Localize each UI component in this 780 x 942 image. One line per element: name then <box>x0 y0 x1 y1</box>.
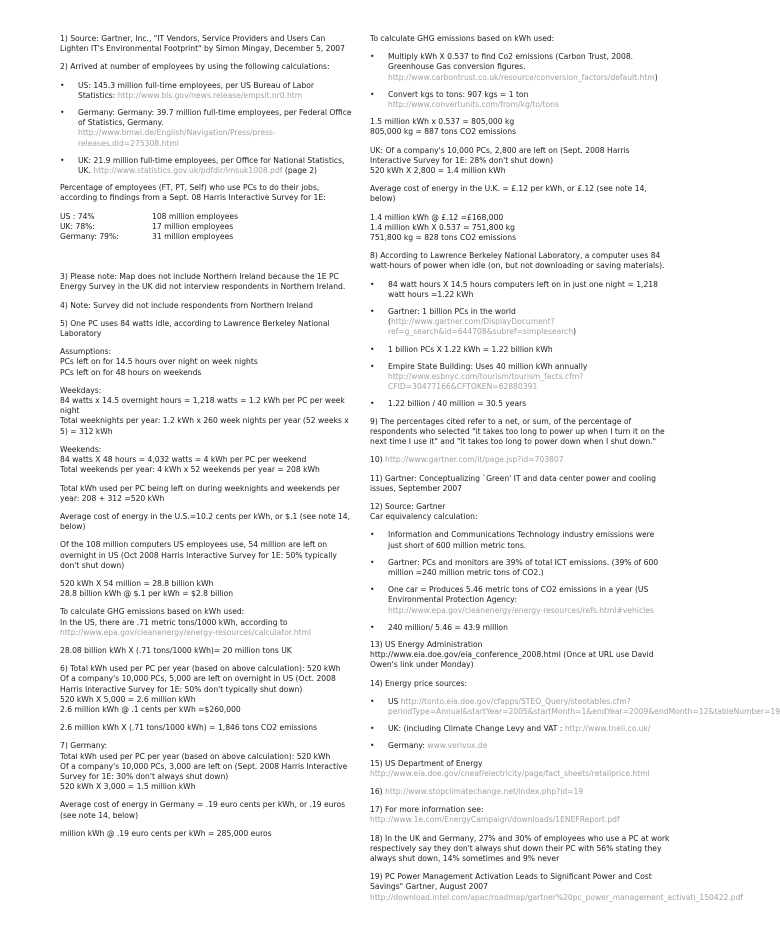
bullet-item <box>370 558 670 578</box>
note-paragraph <box>60 664 352 715</box>
note-paragraph <box>60 579 352 599</box>
bullet-label: Multiply kWh X 0.537 to find Co2 emissions (Carbon Trust, 2008. Greenhouse Gas conversion figures. <box>388 52 634 72</box>
note-line: 14) Energy price sources: <box>370 678 468 688</box>
note-line: Of the 108 million computers US employees use, 54 million are left on overnight in US (Oct 2008 Harris Interactive Survey for 1E: 50% typically don't shut down) <box>60 540 337 570</box>
note-line: PCs left on for 14.5 hours over night on week nights <box>60 357 258 367</box>
spacer <box>60 250 352 272</box>
note-line: Of a company's 10,000 PCs, 3,000 are left on (Sept. 2008 Harris Interactive Survey for 1E: 30% don't always shut down) <box>60 761 348 781</box>
note-line: 805,000 kg = 887 tons CO2 emissions <box>370 127 517 137</box>
bullet-text <box>388 558 670 578</box>
note-line: 9) The percentages cited refer to a net, or sum, of the percentage of respondents who selected "it takes too long to power up when I turn it on the next time I use it" and "it takes too long to power down when I shut down." <box>370 416 665 447</box>
bullet-suffix: ) <box>654 72 658 82</box>
bullet-text <box>78 81 352 101</box>
bullet-item <box>370 345 670 355</box>
note-paragraph <box>370 417 670 448</box>
bullet-item <box>370 399 670 409</box>
note-line: 1.4 million kWh X 0.537 = 751,800 kg <box>370 222 515 232</box>
bullet-icon: • <box>370 279 375 289</box>
note-line: million kWh @ .19 euro cents per kWh = 285,000 euros <box>60 828 272 838</box>
note-line: 520 kWh X 54 million = 28.8 billion kWh <box>60 578 214 588</box>
note-paragraph <box>370 213 670 244</box>
note-line: PCs left on for 48 hours on weekends <box>60 367 202 377</box>
bullet-label: Germany: <box>388 741 428 751</box>
bullet-label: 1 billion PCs X 1.22 kWh = 1.22 billion kWh <box>388 344 553 354</box>
bullet-item <box>370 280 670 300</box>
bullet-item <box>370 724 670 734</box>
bullet-text <box>388 52 670 83</box>
bullet-label: US: 145.3 million full-time employees, per US Bureau of Labor Statistics: <box>78 80 315 100</box>
bullet-label: Gartner: PCs and monitors are 39% of total ICT emissions. (39% of 600 million =240 million metric tons of CO2.) <box>388 557 659 577</box>
note-paragraph <box>370 787 670 797</box>
bullet-icon: • <box>370 724 375 734</box>
note-paragraph <box>60 34 352 54</box>
bullet-icon: • <box>370 399 375 409</box>
note-paragraph <box>60 723 352 733</box>
note-line: 2.6 million kWh X (.71 tons/1000 kWh) = 1,846 tons CO2 emissions <box>60 723 318 733</box>
employees-cell: 108 million employees <box>152 211 239 221</box>
note-paragraph <box>60 646 352 656</box>
bullet-label: Convert kgs to tons: 907 kgs = 1 ton <box>388 89 529 99</box>
employee-table <box>60 212 352 243</box>
bullet-icon: • <box>370 361 375 371</box>
note-line: 84 watts X 48 hours = 4,032 watts = 4 kWh per PC per weekend <box>60 455 307 465</box>
bullet-icon: • <box>60 80 65 90</box>
note-paragraph <box>370 455 670 465</box>
right-column <box>370 34 780 911</box>
bullet-text <box>388 623 670 633</box>
note-line: Average cost of energy in the U.K. = £.12 per kWh, or £.12 (see note 14, below) <box>370 184 647 204</box>
bullet-text <box>388 362 670 393</box>
note-paragraph <box>60 62 352 72</box>
reference-link[interactable]: http://www.eia.doe.gov/cneaf/electricity/page/fact_sheets/retailprice.html <box>370 768 650 778</box>
note-paragraph <box>370 146 670 177</box>
reference-link[interactable]: http://www.bls.gov/news.release/empsit.nr0.htm <box>117 90 303 100</box>
note-line: 6) Total kWh used per PC per year (based on above calculation): 520 kWh <box>60 664 341 674</box>
reference-link[interactable]: http://www.convertunits.com/from/kg/to/tons <box>388 100 559 110</box>
note-paragraph <box>60 607 352 638</box>
note-line: UK: Of a company's 10,000 PCs, 2,800 are left on (Sept. 2008 Harris Interactive Survey for 1E: 28% don't shut down) <box>370 145 630 165</box>
note-paragraph <box>370 502 670 522</box>
bullet-icon: • <box>370 52 375 62</box>
bullet-text <box>388 724 670 734</box>
bullet-label: 1.22 billion / 40 million = 30.5 years <box>388 399 527 409</box>
reference-link[interactable]: http://www.1e.com/EnergyCampaign/downloads/1ENEFReport.pdf <box>370 815 620 825</box>
bullet-item <box>370 696 780 717</box>
bullet-label: Gartner: 1 billion PCs in the world ( <box>388 307 516 327</box>
note-line: 520 kWh X 2,800 = 1.4 million kWh <box>370 166 506 176</box>
bullet-icon: • <box>370 89 375 99</box>
note-line: 8) According to Lawrence Berkeley National Laboratory, a computer uses 84 watt-hours of power when idle (on, but not downloading or saving materials). <box>370 251 665 271</box>
bullet-suffix: (page 2) <box>282 166 318 176</box>
note-line: 11) Gartner: Conceptualizing `Green' IT and data center power and cooling issues, September 2007 <box>370 473 656 493</box>
reference-link[interactable]: http://www.tneii.co.uk/ <box>564 724 651 734</box>
bullet-icon: • <box>370 557 375 567</box>
bullet-label: 240 million/ 5.46 = 43.9 million <box>388 622 508 632</box>
note-line: 12) Source: Gartner <box>370 501 446 511</box>
reference-link[interactable]: http://www.statistics.gov.uk/pdfdir/lmsuk1008.pdf <box>93 166 283 176</box>
note-paragraph <box>370 759 670 779</box>
note-paragraph <box>370 184 670 204</box>
note-line: 10) <box>370 455 386 465</box>
bullet-text <box>388 399 670 409</box>
note-paragraph <box>60 445 352 476</box>
note-line: Total kWh used per PC being left on during weeknights and weekends per year: 208 + 312 =520 kWh <box>60 483 340 503</box>
bullet-text <box>388 530 670 550</box>
bullet-text <box>388 345 670 355</box>
note-line: Car equivalency calculation: <box>370 512 478 522</box>
bullet-text <box>78 108 352 149</box>
note-line: Assumptions: <box>60 347 112 357</box>
note-paragraph <box>60 183 352 203</box>
bullet-item <box>370 530 670 550</box>
bullet-icon: • <box>370 622 375 632</box>
bullet-icon: • <box>60 108 65 118</box>
note-paragraph <box>60 829 352 839</box>
note-line: 19) PC Power Management Activation Leads to Significant Power and Cost Savings" Gartner, August 2007 <box>370 872 652 892</box>
note-line: Total weeknights per year: 1.2 kWh x 260 week nights per year (52 weeks x 5) = 312 kWh <box>60 416 349 436</box>
table-row <box>60 212 352 222</box>
note-line: 751,800 kg = 828 tons CO2 emissions <box>370 233 517 243</box>
note-paragraph <box>60 319 352 339</box>
table-row <box>60 222 352 232</box>
note-line: In the US, there are .71 metric tons/1000 kWh, according to <box>60 617 288 627</box>
note-line: 84 watts x 14.5 overnight hours = 1,218 watts = 1.2 kWh per PC per week night <box>60 396 345 416</box>
note-paragraph <box>60 540 352 571</box>
bullet-text <box>78 156 352 176</box>
bullet-item <box>370 307 670 338</box>
note-paragraph <box>370 834 670 865</box>
employees-cell: 17 million employees <box>152 221 234 231</box>
bullet-label: US <box>388 696 401 706</box>
bullet-icon: • <box>370 530 375 540</box>
note-line: 2) Arrived at number of employees by using the following calculations: <box>60 62 330 72</box>
country-cell: Germany: 79%: <box>60 232 119 242</box>
note-line: Of a company's 10,000 PCs, 5,000 are left on overnight in US (Oct. 2008 Harris Interactive Survey for 1E: 50% don't typically shut down) <box>60 674 336 694</box>
reference-link[interactable]: http://www.gartner.com/it/page.jsp?id=703807 <box>385 455 564 465</box>
bullet-label: Empire State Building: Uses 40 million kWh annually <box>388 361 588 371</box>
note-line: 3) Please note: Map does not include Northern Ireland because the 1E PC Energy Survey in the UK did not interview respondents in Northern Ireland. <box>60 272 346 292</box>
bullet-item <box>370 90 670 110</box>
bullet-item <box>60 108 352 149</box>
note-paragraph <box>60 386 352 437</box>
note-line: 28.8 billion kWh @ $.1 per kWh = $2.8 billion <box>60 589 234 599</box>
country-cell: US : 74% <box>60 211 95 221</box>
bullet-label: 84 watt hours X 14.5 hours computers left on in just one night = 1,218 watt hours =1.22 kWh <box>388 279 658 299</box>
note-line: 16) <box>370 786 386 796</box>
note-paragraph <box>370 679 670 689</box>
bullet-text <box>388 280 670 300</box>
bullet-item <box>60 81 352 101</box>
note-paragraph <box>60 741 352 792</box>
bullet-icon: • <box>370 741 375 751</box>
note-line: 7) Germany: <box>60 741 108 751</box>
note-paragraph <box>370 34 670 44</box>
bullet-icon: • <box>370 344 375 354</box>
note-paragraph <box>60 347 352 378</box>
note-line: 520 kWh X 3,000 = 1.5 million kWh <box>60 782 196 792</box>
note-line: Average cost of energy in the U.S.=10.2 cents per kWh, or $.1 (see note 14, below) <box>60 511 351 532</box>
note-line: 2.6 million kWh @ .1 cents per kWh =$260,000 <box>60 704 241 714</box>
reference-link[interactable]: http://download.intel.com/apac/roadmap/gartner%20pc_power_management_activati_150422.pdf <box>370 892 744 902</box>
reference-link[interactable]: www.verivox.de <box>427 741 488 751</box>
left-column <box>60 34 352 847</box>
note-line: 18) In the UK and Germany, 27% and 30% of employees who use a PC at work respectively say they don't always shut down their PC with 56% stating they always shut down, 14% sometimes and 9% never <box>370 833 670 863</box>
note-paragraph <box>370 872 744 903</box>
reference-link[interactable]: http://tonto.eia.doe.gov/cfapps/STEO_Query/steotables.cfm?periodType=Annual&startYear=2005&startMonth=1&endYear=2009&endMonth=12&tableNumber=19 <box>388 696 780 716</box>
note-line: Weekdays: <box>60 385 102 395</box>
bullet-icon: • <box>370 307 375 317</box>
note-line: 1) Source: Gartner, Inc., "IT Vendors, Service Providers and Users Can Lighten IT's Environmental Footprint" by Simon Mingay, December 5, 2007 <box>60 34 345 54</box>
note-line: To calculate GHG emissions based on kWh used: <box>60 607 245 617</box>
bullet-text <box>388 741 670 751</box>
bullet-suffix: ) <box>573 327 577 337</box>
note-line: To calculate GHG emissions based on kWh used: <box>370 34 555 43</box>
note-line: 17) For more information see: <box>370 805 484 815</box>
note-line: 5) One PC uses 84 watts idle, according to Lawrence Berkeley National Laboratory <box>60 318 330 339</box>
bullet-label: UK: (including Climate Change Levy and VAT : <box>388 724 565 734</box>
note-line: Weekends: <box>60 444 102 454</box>
bullet-text <box>388 307 670 338</box>
bullet-icon: • <box>370 696 375 706</box>
bullet-label: Germany: Germany: 39.7 million full-time employees, per Federal Office of Statistics, Germany. <box>78 108 352 128</box>
note-paragraph <box>370 251 670 271</box>
bullet-icon: • <box>60 155 65 165</box>
bullet-item <box>370 623 670 633</box>
bullet-text <box>388 585 670 616</box>
bullet-label: One car = Produces 5.46 metric tons of CO2 emissions in a year (US Environmental Protection Agency: <box>388 585 649 605</box>
bullet-text <box>388 697 780 717</box>
note-line: 520 kWh X 5,000 = 2.6 million kWh <box>60 694 196 704</box>
reference-link[interactable]: http://www.esbnyc.com/tourism/tourism_facts.cfm?CFID=30477166&CFTOKEN=62880391 <box>388 372 584 392</box>
note-line: 1.4 million kWh @ £.12 =£168,000 <box>370 212 504 222</box>
note-line: 1.5 million kWh x 0.537 = 805,000 kg <box>370 117 515 127</box>
note-line: Total kWh used per PC per year (based on above calculation): 520 kWh <box>60 751 331 761</box>
bullet-label: Information and Communications Technology industry emissions were just short of 600 million metric tons. <box>388 530 655 550</box>
note-paragraph <box>60 484 352 504</box>
bullet-item <box>370 52 670 83</box>
reference-link[interactable]: http://www.stopclimatechange.net/index.php?id=19 <box>385 786 584 796</box>
note-line: 28.08 billion kWh X (.71 tons/1000 kWh)= 20 million tons UK <box>60 645 292 655</box>
bullet-text <box>388 90 670 110</box>
note-line: Average cost of energy in Germany = .19 euro cents per kWh, or .19 euros (see note 14, below) <box>60 800 346 820</box>
note-line: Percentage of employees (FT, PT, Self) who use PCs to do their jobs, according to findings from a Sept. 08 Harris Interactive Survey for 1E: <box>60 183 326 203</box>
reference-link[interactable]: http://www.bmwi.de/English/Navigation/Press/press-releases,did=275308.html <box>78 128 276 148</box>
table-row <box>60 232 352 242</box>
note-paragraph <box>370 474 670 494</box>
bullet-item <box>370 741 670 751</box>
note-paragraph <box>60 301 352 311</box>
bullet-item <box>370 362 670 393</box>
reference-link[interactable]: http://www.gartner.com/DisplayDocument?ref=g_search&id=644708&subref=simplesearch <box>388 317 574 337</box>
bullet-icon: • <box>370 585 375 595</box>
bullet-item <box>60 156 352 176</box>
note-line: 15) US Department of Energy <box>370 758 483 768</box>
note-paragraph <box>60 272 352 292</box>
employees-cell: 31 million employees <box>152 232 234 242</box>
note-line: Total weekends per year: 4 kWh x 52 weekends per year = 208 kWh <box>60 465 320 475</box>
note-paragraph <box>370 805 670 825</box>
bullet-item <box>370 585 670 616</box>
country-cell: UK: 78%: <box>60 221 95 231</box>
note-line: 4) Note: Survey did not include respondents from Northern Ireland <box>60 300 313 310</box>
note-paragraph <box>60 800 352 820</box>
reference-link[interactable]: http://www.epa.gov/cleanenergy/energy-resources/calculator.html <box>60 627 312 637</box>
note-paragraph <box>60 512 352 532</box>
reference-link[interactable]: http://www.epa.gov/cleanenergy/energy-resources/refs.html#vehicles <box>388 605 654 615</box>
note-line: 13) US Energy Administration http://www.eia.doe.gov/eia_conference_2008.html (Once at URL use David Owen's link under Monday) <box>370 639 654 670</box>
note-paragraph <box>370 640 670 671</box>
reference-link[interactable]: http://www.carbontrust.co.uk/resource/conversion_factors/default.htm <box>388 72 655 82</box>
bullet-label: UK: 21.9 million full-time employees, per Office for National Statistics, UK. <box>78 155 345 176</box>
note-paragraph <box>370 117 670 137</box>
